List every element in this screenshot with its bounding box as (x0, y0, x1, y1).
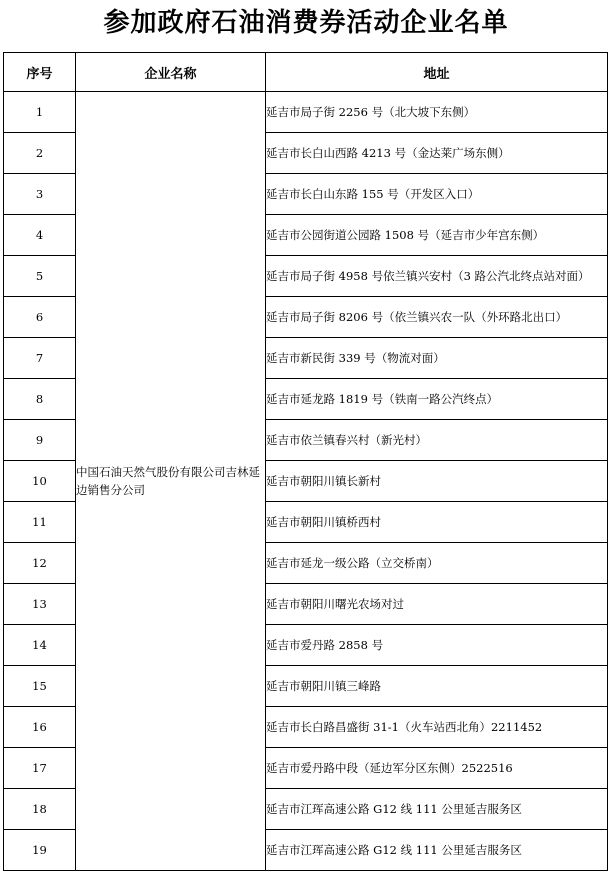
row-number: 9 (4, 420, 76, 461)
row-address: 延吉市爱丹路中段（延边军分区东侧）2522516 (266, 748, 608, 789)
row-address: 延吉市爱丹路 2858 号 (266, 625, 608, 666)
row-number: 5 (4, 256, 76, 297)
row-address: 延吉市长白山东路 155 号（开发区入口） (266, 174, 608, 215)
row-number: 11 (4, 502, 76, 543)
row-number: 12 (4, 543, 76, 584)
page-title: 参加政府石油消费券活动企业名单 (103, 8, 509, 38)
row-address: 延吉市新民街 339 号（物流对面） (266, 338, 608, 379)
enterprise-table (3, 52, 608, 871)
row-address: 延吉市朝阳川曙光农场对过 (266, 584, 608, 625)
row-address: 延吉市江珲高速公路 G12 线 111 公里延吉服务区 (266, 789, 608, 830)
row-address: 延吉市局子街 8206 号（依兰镇兴农一队（外环路北出口） (266, 297, 608, 338)
column-header-index: 序号 (4, 53, 76, 92)
column-header-company: 企业名称 (76, 53, 266, 92)
row-number: 1 (4, 92, 76, 133)
row-number: 13 (4, 584, 76, 625)
row-address: 延吉市依兰镇春兴村（新光村） (266, 420, 608, 461)
row-address: 延吉市局子街 4958 号依兰镇兴安村（3 路公汽北终点站对面） (266, 256, 608, 297)
row-address: 延吉市江珲高速公路 G12 线 111 公里延吉服务区 (266, 830, 608, 871)
row-number: 7 (4, 338, 76, 379)
row-number: 16 (4, 707, 76, 748)
row-address: 延吉市朝阳川镇长新村 (266, 461, 608, 502)
row-number: 2 (4, 133, 76, 174)
row-address: 延吉市朝阳川镇桥西村 (266, 502, 608, 543)
row-number: 8 (4, 379, 76, 420)
table-header-row (4, 53, 608, 92)
row-number: 14 (4, 625, 76, 666)
row-number: 6 (4, 297, 76, 338)
row-address: 延吉市延龙路 1819 号（铁南一路公汽终点） (266, 379, 608, 420)
row-address: 延吉市局子街 2256 号（北大坡下东侧） (266, 92, 608, 133)
row-number: 15 (4, 666, 76, 707)
company-name: 中国石油天然气股份有限公司吉林延边销售分公司 (76, 92, 266, 871)
row-number: 18 (4, 789, 76, 830)
table-row (4, 92, 608, 133)
row-address: 延吉市长白山西路 4213 号（金达莱广场东侧） (266, 133, 608, 174)
row-number: 17 (4, 748, 76, 789)
row-address: 延吉市朝阳川镇三峰路 (266, 666, 608, 707)
row-number: 4 (4, 215, 76, 256)
row-address: 延吉市长白路昌盛街 31-1（火车站西北角）2211452 (266, 707, 608, 748)
row-number: 3 (4, 174, 76, 215)
row-address: 延吉市延龙一级公路（立交桥南） (266, 543, 608, 584)
row-number: 19 (4, 830, 76, 871)
column-header-address: 地址 (266, 53, 608, 92)
row-address: 延吉市公园街道公园路 1508 号（延吉市少年宫东侧） (266, 215, 608, 256)
row-number: 10 (4, 461, 76, 502)
